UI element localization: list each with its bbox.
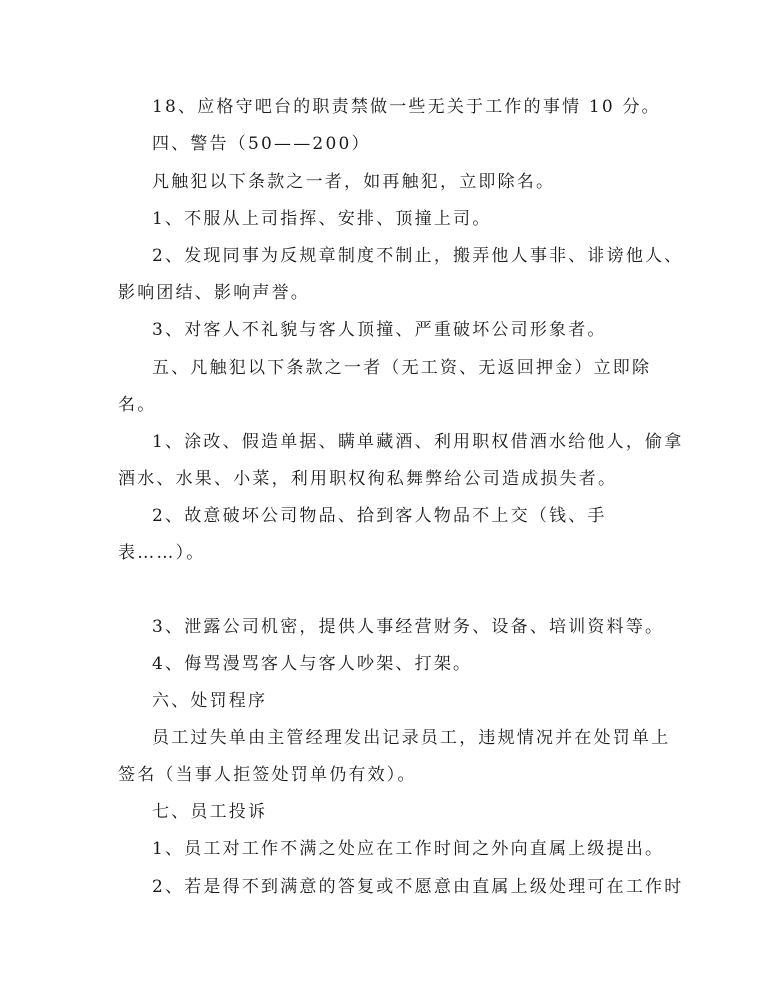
section-4-item-2-cont: 影响团结、影响声誉。 (118, 283, 310, 303)
section-5-item-3: 3、泄露公司机密，提供人事经营财务、设备、培训资料等。 (152, 617, 665, 637)
rule-18-line: 18、应格守吧台的职责禁做一些无关于工作的事情 10 分。 (152, 97, 661, 117)
section-6-body-cont: 签名（当事人拒签处罚单仍有效）。 (118, 765, 417, 785)
section-4-item-1: 1、不服从上司指挥、安排、顶撞上司。 (152, 209, 492, 229)
section-4-intro: 凡触犯以下条款之一者，如再触犯，立即除名。 (152, 172, 556, 192)
section-4-item-3: 3、对客人不礼貌与客人顶撞、严重破坏公司形象者。 (152, 320, 607, 340)
section-5-item-1: 1、涂改、假造单据、瞒单藏酒、利用职权借酒水给他人，偷拿 (152, 432, 684, 452)
section-7-heading: 七、员工投诉 (152, 802, 268, 822)
section-6-heading: 六、处罚程序 (152, 691, 268, 711)
section-4-heading: 四、警告（50——200） (152, 134, 371, 154)
section-4-item-2: 2、发现同事为反规章制度不制止，搬弄他人事非、诽谤他人、 (152, 246, 684, 266)
section-5-heading: 五、凡触犯以下条款之一者（无工资、无返回押金）立即除 (152, 358, 652, 378)
section-7-item-2: 2、若是得不到满意的答复或不愿意由直属上级处理可在工作时 (152, 877, 684, 897)
section-5-item-2: 2、故意破坏公司物品、拾到客人物品不上交（钱、手 (152, 506, 607, 526)
section-7-item-1: 1、员工对工作不满之处应在工作时间之外向直属上级提出。 (152, 839, 665, 859)
section-5-item-4: 4、侮骂漫骂客人与客人吵架、打架。 (152, 654, 473, 674)
section-5-heading-cont: 名。 (118, 395, 157, 415)
section-6-body: 员工过失单由主管经理发出记录员工，违规情况并在处罚单上 (152, 728, 671, 748)
section-5-item-1-cont: 酒水、水果、小菜，利用职权徇私舞弊给公司造成损失者。 (118, 469, 618, 489)
section-5-item-2-cont: 表……）。 (118, 543, 206, 563)
